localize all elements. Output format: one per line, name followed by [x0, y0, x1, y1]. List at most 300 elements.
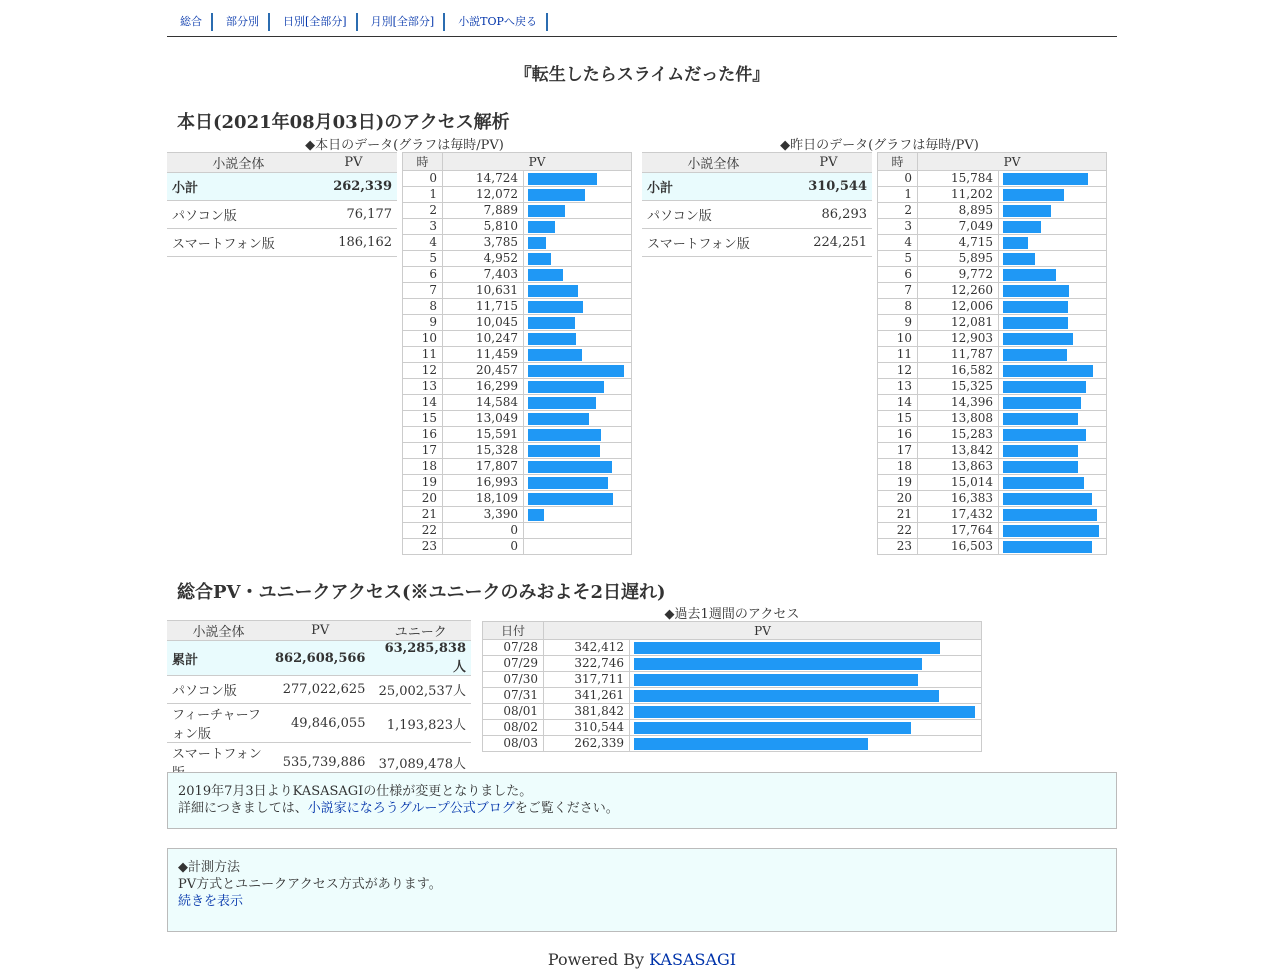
week-caption: ◆過去1週間のアクセス — [664, 607, 800, 622]
hour-label: 4 — [878, 235, 918, 251]
hour-pv: 15,591 — [443, 427, 524, 443]
hour-pv: 10,631 — [443, 283, 524, 299]
bar-cell — [524, 491, 632, 507]
hour-label: 8 — [878, 299, 918, 315]
bar-cell — [999, 187, 1107, 203]
hour-label: 14 — [878, 395, 918, 411]
pv-bar — [1003, 221, 1041, 233]
row-label: 小計 — [642, 173, 785, 201]
nav-daily-link[interactable]: 日別[全部分] — [270, 13, 358, 31]
hour-label: 14 — [403, 395, 443, 411]
hour-pv: 7,049 — [918, 219, 999, 235]
hour-label: 6 — [403, 267, 443, 283]
row-pv: 277,022,625 — [270, 676, 370, 704]
hour-pv: 16,503 — [918, 539, 999, 555]
bar-cell — [999, 251, 1107, 267]
today-section-title: 本日(2021年08月03日)のアクセス解析 — [177, 112, 510, 133]
hour-row — [403, 331, 632, 347]
hour-row — [878, 443, 1107, 459]
hour-row — [878, 507, 1107, 523]
hour-pv: 12,260 — [918, 283, 999, 299]
hour-row — [403, 459, 632, 475]
today-caption: ◆本日のデータ(グラフは毎時/PV) — [305, 138, 504, 153]
hour-label: 20 — [403, 491, 443, 507]
pv-bar — [528, 397, 596, 409]
row-pv: 49,846,055 — [270, 704, 370, 743]
yesterday-summary-table — [642, 152, 872, 257]
hour-label: 9 — [878, 315, 918, 331]
weekly-table — [482, 621, 982, 752]
table-row — [642, 201, 872, 229]
hour-row — [403, 491, 632, 507]
hour-pv: 16,383 — [918, 491, 999, 507]
hour-row — [878, 299, 1107, 315]
total-summary-table — [167, 620, 471, 782]
col-header: 小説全体 — [167, 153, 310, 173]
hour-label: 11 — [878, 347, 918, 363]
hour-row — [878, 459, 1107, 475]
row-value: 86,293 — [785, 201, 872, 229]
hour-pv: 16,993 — [443, 475, 524, 491]
hour-label: 20 — [878, 491, 918, 507]
week-pv-bar — [634, 706, 975, 718]
hour-row — [878, 283, 1107, 299]
table-row — [167, 676, 471, 704]
col-header: PV — [310, 153, 397, 173]
pv-bar — [1003, 349, 1067, 361]
bar-cell — [524, 251, 632, 267]
row-value: 224,251 — [785, 229, 872, 257]
hour-row — [878, 491, 1107, 507]
pv-bar — [1003, 237, 1028, 249]
pv-bar — [528, 509, 544, 521]
pv-bar — [528, 349, 582, 361]
hour-pv: 17,432 — [918, 507, 999, 523]
week-pv: 322,746 — [544, 656, 630, 672]
hour-pv: 12,081 — [918, 315, 999, 331]
col-header: 時 — [403, 153, 443, 171]
pv-bar — [528, 413, 589, 425]
hour-label: 17 — [403, 443, 443, 459]
bar-cell — [999, 235, 1107, 251]
row-pv: 535,739,886 — [270, 743, 370, 782]
hour-pv: 0 — [443, 539, 524, 555]
hour-row — [878, 203, 1107, 219]
pv-bar — [1003, 253, 1035, 265]
hour-label: 13 — [878, 379, 918, 395]
hour-label: 6 — [878, 267, 918, 283]
hour-pv: 3,785 — [443, 235, 524, 251]
row-pv: 862,608,566 — [270, 641, 370, 676]
week-pv-bar — [634, 658, 922, 670]
bar-cell — [524, 203, 632, 219]
pv-bar — [528, 461, 612, 473]
bar-cell — [999, 267, 1107, 283]
pv-bar — [528, 189, 585, 201]
bar-cell — [524, 427, 632, 443]
bar-cell — [630, 656, 982, 672]
method-text: PV方式とユニークアクセス方式があります。 — [178, 877, 442, 892]
hour-label: 3 — [878, 219, 918, 235]
hour-pv: 3,390 — [443, 507, 524, 523]
pv-bar — [528, 237, 546, 249]
pv-bar — [528, 365, 624, 377]
hour-pv: 20,457 — [443, 363, 524, 379]
hour-row — [403, 251, 632, 267]
table-row — [167, 201, 397, 229]
week-pv: 342,412 — [544, 640, 630, 656]
hour-row — [403, 267, 632, 283]
week-pv: 310,544 — [544, 720, 630, 736]
hour-pv: 15,328 — [443, 443, 524, 459]
pv-bar — [1003, 365, 1093, 377]
bar-cell — [999, 363, 1107, 379]
bar-cell — [524, 395, 632, 411]
bar-cell — [524, 283, 632, 299]
hour-label: 7 — [878, 283, 918, 299]
yesterday-hourly-table — [877, 152, 1107, 555]
today-hourly-table — [402, 152, 632, 555]
table-row — [167, 704, 471, 743]
week-date: 08/01 — [483, 704, 544, 720]
pv-bar — [528, 221, 555, 233]
hour-label: 21 — [403, 507, 443, 523]
bar-cell — [999, 411, 1107, 427]
bar-cell — [630, 704, 982, 720]
week-pv-bar — [634, 722, 911, 734]
bar-cell — [999, 395, 1107, 411]
pv-bar — [528, 253, 551, 265]
hour-label: 16 — [878, 427, 918, 443]
pv-bar — [1003, 509, 1097, 521]
bar-cell — [999, 203, 1107, 219]
table-row — [167, 173, 397, 201]
hour-pv: 7,403 — [443, 267, 524, 283]
bar-cell — [999, 171, 1107, 187]
official-blog-link[interactable]: 小説家になろうグループ公式ブログ — [307, 801, 515, 816]
pv-bar — [1003, 477, 1084, 489]
pv-bar — [1003, 493, 1092, 505]
bar-cell — [630, 640, 982, 656]
hour-pv: 17,807 — [443, 459, 524, 475]
nav-monthly-link[interactable]: 月別[全部分] — [358, 13, 446, 31]
hour-label: 19 — [878, 475, 918, 491]
hour-row — [403, 379, 632, 395]
pv-bar — [1003, 429, 1086, 441]
hour-row — [878, 219, 1107, 235]
hour-label: 16 — [403, 427, 443, 443]
hour-label: 3 — [403, 219, 443, 235]
row-value: 76,177 — [310, 201, 397, 229]
week-pv-bar — [634, 642, 940, 654]
hour-row — [878, 171, 1107, 187]
bar-cell — [524, 411, 632, 427]
hour-label: 5 — [878, 251, 918, 267]
col-header: PV — [270, 621, 370, 641]
hour-label: 12 — [403, 363, 443, 379]
hour-row — [403, 443, 632, 459]
hour-row — [878, 411, 1107, 427]
hour-row — [403, 299, 632, 315]
bar-cell — [630, 720, 982, 736]
hour-row — [403, 315, 632, 331]
nav-overall-link[interactable]: 総合 — [167, 13, 213, 31]
hour-label: 17 — [878, 443, 918, 459]
hour-label: 10 — [403, 331, 443, 347]
bar-cell — [999, 475, 1107, 491]
bar-cell — [999, 507, 1107, 523]
row-unique: 25,002,537人 — [370, 676, 471, 704]
bar-cell — [630, 688, 982, 704]
notice-text: をご覧ください。 — [514, 801, 619, 816]
pv-bar — [1003, 205, 1051, 217]
pv-bar — [528, 173, 597, 185]
spec-change-notice — [167, 772, 1117, 829]
total-section-title: 総合PV・ユニークアクセス(※ユニークのみおよそ2日遅れ) — [177, 582, 666, 603]
pv-bar — [1003, 333, 1073, 345]
pv-bar — [528, 269, 563, 281]
hour-pv: 16,582 — [918, 363, 999, 379]
hour-row — [878, 395, 1107, 411]
footer-text: Powered By — [547, 950, 650, 969]
hour-pv: 15,784 — [918, 171, 999, 187]
row-label: スマートフォン版 — [167, 229, 310, 257]
kasasagi-link[interactable]: KASASAGI — [649, 950, 737, 969]
pv-bar — [1003, 173, 1088, 185]
week-row — [483, 720, 982, 736]
today-summary-table — [167, 152, 397, 257]
bar-cell — [524, 331, 632, 347]
hour-row — [403, 283, 632, 299]
table-row — [167, 641, 471, 676]
hour-pv: 13,842 — [918, 443, 999, 459]
week-pv-bar — [634, 690, 939, 702]
bar-cell — [999, 379, 1107, 395]
bar-cell — [999, 347, 1107, 363]
week-row — [483, 736, 982, 752]
hour-pv: 13,049 — [443, 411, 524, 427]
pv-bar — [528, 333, 576, 345]
hour-pv: 14,584 — [443, 395, 524, 411]
row-label: パソコン版 — [642, 201, 785, 229]
hour-row — [403, 523, 632, 539]
bar-cell — [999, 459, 1107, 475]
hour-pv: 4,952 — [443, 251, 524, 267]
table-row — [642, 229, 872, 257]
hour-row — [878, 427, 1107, 443]
bar-cell — [524, 459, 632, 475]
hour-row — [403, 347, 632, 363]
bar-cell — [524, 315, 632, 331]
hour-row — [878, 523, 1107, 539]
row-label: スマートフォン — [167, 743, 270, 782]
bar-cell — [630, 736, 982, 752]
hour-row — [878, 267, 1107, 283]
col-header: 小説全体 — [167, 621, 270, 641]
hour-pv: 10,247 — [443, 331, 524, 347]
hour-label: 8 — [403, 299, 443, 315]
bar-cell — [999, 491, 1107, 507]
bar-cell — [999, 539, 1107, 555]
hour-label: 5 — [403, 251, 443, 267]
hour-pv: 12,006 — [918, 299, 999, 315]
week-row — [483, 672, 982, 688]
hour-pv: 15,325 — [918, 379, 999, 395]
bar-cell — [524, 539, 632, 555]
bar-cell — [524, 507, 632, 523]
hour-label: 23 — [403, 539, 443, 555]
hour-label: 4 — [403, 235, 443, 251]
hour-label: 19 — [403, 475, 443, 491]
col-header: 時 — [878, 153, 918, 171]
bar-cell — [524, 379, 632, 395]
hour-row — [403, 507, 632, 523]
row-unique: 63,285,838人 — [370, 641, 471, 676]
hour-row — [403, 475, 632, 491]
hour-row — [878, 539, 1107, 555]
row-label: スマートフォン版 — [642, 229, 785, 257]
bar-cell — [999, 299, 1107, 315]
col-header: PV — [544, 622, 982, 640]
row-label: 累計 — [167, 641, 270, 676]
bar-cell — [524, 267, 632, 283]
bar-cell — [999, 443, 1107, 459]
bar-cell — [524, 475, 632, 491]
hour-pv: 11,787 — [918, 347, 999, 363]
row-value: 186,162 — [310, 229, 397, 257]
week-date: 07/29 — [483, 656, 544, 672]
pv-bar — [528, 477, 608, 489]
pv-bar — [1003, 461, 1078, 473]
hour-pv: 8,895 — [918, 203, 999, 219]
bar-cell — [999, 283, 1107, 299]
hour-label: 2 — [878, 203, 918, 219]
pv-bar — [1003, 269, 1056, 281]
hour-row — [403, 187, 632, 203]
bar-cell — [524, 219, 632, 235]
hour-pv: 11,715 — [443, 299, 524, 315]
hour-row — [878, 347, 1107, 363]
hour-pv: 10,045 — [443, 315, 524, 331]
novel-title: 『転生したらスライムだった件』 — [514, 65, 770, 85]
row-label: パソコン版 — [167, 676, 270, 704]
hour-pv: 4,715 — [918, 235, 999, 251]
hour-row — [403, 395, 632, 411]
week-date: 07/28 — [483, 640, 544, 656]
bar-cell — [630, 672, 982, 688]
hour-row — [403, 219, 632, 235]
row-unique: 1,193,823人 — [370, 704, 471, 743]
week-date: 08/02 — [483, 720, 544, 736]
row-label: パソコン版 — [167, 201, 310, 229]
show-more-link[interactable]: 続きを表示 — [178, 894, 244, 909]
table-row — [167, 229, 397, 257]
hour-pv: 11,202 — [918, 187, 999, 203]
notice-text: 詳細につきましては、 — [178, 801, 308, 816]
hour-row — [403, 203, 632, 219]
bar-cell — [999, 315, 1107, 331]
hour-row — [403, 539, 632, 555]
hour-label: 7 — [403, 283, 443, 299]
pv-bar — [1003, 285, 1069, 297]
bar-cell — [999, 523, 1107, 539]
hour-label: 22 — [878, 523, 918, 539]
hour-pv: 14,396 — [918, 395, 999, 411]
hour-label: 0 — [878, 171, 918, 187]
footer — [167, 950, 1117, 969]
week-date: 07/30 — [483, 672, 544, 688]
week-row — [483, 656, 982, 672]
hour-row — [878, 251, 1107, 267]
hour-label: 15 — [403, 411, 443, 427]
col-header: PV — [785, 153, 872, 173]
hour-label: 22 — [403, 523, 443, 539]
bar-cell — [524, 523, 632, 539]
hour-label: 0 — [403, 171, 443, 187]
bar-cell — [999, 219, 1107, 235]
week-pv-bar — [634, 738, 868, 750]
bar-cell — [524, 235, 632, 251]
row-label: 小計 — [167, 173, 310, 201]
method-title: ◆計測方法 — [178, 860, 240, 875]
hour-row — [403, 363, 632, 379]
week-pv: 262,339 — [544, 736, 630, 752]
hour-label: 12 — [878, 363, 918, 379]
hour-pv: 5,895 — [918, 251, 999, 267]
hour-pv: 12,903 — [918, 331, 999, 347]
pv-bar — [528, 205, 565, 217]
hour-label: 21 — [878, 507, 918, 523]
notice-line — [178, 800, 1116, 817]
hour-pv: 15,014 — [918, 475, 999, 491]
week-row — [483, 640, 982, 656]
week-pv: 317,711 — [544, 672, 630, 688]
row-unique: 37,089,478人 — [370, 743, 471, 782]
notice-line: 2019年7月3日よりKASASAGIの仕様が変更となりました。 — [178, 784, 533, 799]
week-pv: 381,842 — [544, 704, 630, 720]
hour-row — [403, 411, 632, 427]
hour-row — [878, 187, 1107, 203]
hour-pv: 12,072 — [443, 187, 524, 203]
week-date: 08/03 — [483, 736, 544, 752]
bar-cell — [524, 347, 632, 363]
hour-row — [878, 235, 1107, 251]
pv-bar — [1003, 317, 1068, 329]
hour-row — [403, 235, 632, 251]
pv-bar — [528, 445, 600, 457]
hour-label: 11 — [403, 347, 443, 363]
week-row — [483, 688, 982, 704]
pv-bar — [1003, 541, 1092, 553]
pv-bar — [1003, 397, 1081, 409]
row-label: フィーチャーフォン版 — [167, 704, 270, 743]
pv-bar — [1003, 189, 1064, 201]
pv-bar — [528, 317, 575, 329]
nav-novel-top-link[interactable]: 小説TOPへ戻る — [445, 13, 548, 31]
col-header: ユニーク — [370, 621, 471, 641]
pv-bar — [528, 429, 601, 441]
table-row — [642, 173, 872, 201]
hour-pv: 11,459 — [443, 347, 524, 363]
bar-cell — [524, 443, 632, 459]
week-pv-bar — [634, 674, 918, 686]
col-header: 小説全体 — [642, 153, 785, 173]
pv-bar — [1003, 445, 1078, 457]
nav-partial-link[interactable]: 部分別 — [213, 13, 270, 31]
hour-row — [878, 379, 1107, 395]
row-value: 310,544 — [785, 173, 872, 201]
hour-row — [878, 331, 1107, 347]
